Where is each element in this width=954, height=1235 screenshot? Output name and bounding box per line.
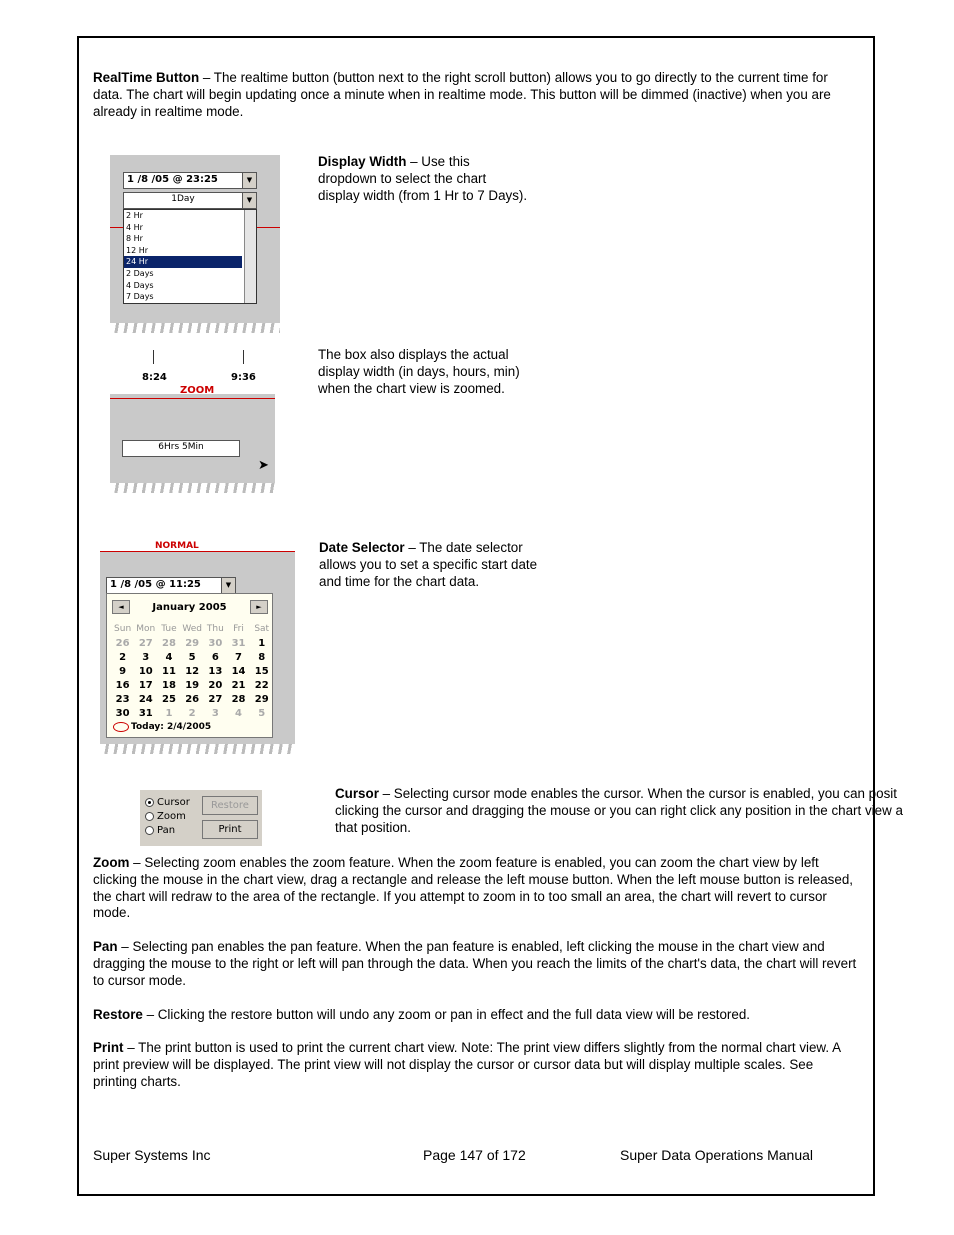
calendar-day[interactable]: 12 [185, 666, 200, 677]
calendar-day[interactable]: 21 [231, 680, 246, 691]
date-selector-value: 1 /8 /05 @ 11:25 [110, 579, 201, 590]
width-option[interactable]: 8 Hr [126, 234, 143, 244]
calendar-day[interactable]: 3 [211, 708, 219, 719]
weekday-label: Mon [136, 624, 156, 634]
torn-edge [110, 323, 280, 333]
print-term: Print [93, 1040, 124, 1055]
calendar-day[interactable]: 22 [254, 680, 269, 691]
print-button[interactable]: Print [202, 820, 258, 839]
calendar-week-row [111, 680, 273, 691]
zoom-term: Zoom [93, 855, 130, 870]
pan-text: – Selecting pan enables the pan feature. When the pan feature is enabled, left clicking the mouse in the chart view and dragging the mouse to the right or left will pan through the data. When you reach the limits of the chart's data, the chart will revert to cursor mode. [93, 939, 857, 988]
dropdown-arrow-icon[interactable]: ▼ [242, 192, 257, 209]
zoom-text: – Selecting zoom enables the zoom feature. When the zoom feature is enabled, you can zoom the chart view by left clicking the mouse in the chart view, drag a rectangle and release the left mouse button. When the left mouse button is released, the chart will redraw to the area of the rectangle. If you attempt to zoom in to too small an area, the chart will revert to cursor mode. [93, 855, 853, 921]
tick-mark [243, 350, 244, 364]
dropdown-arrow-icon[interactable]: ▼ [221, 577, 236, 594]
date-selector-dropdown[interactable] [106, 577, 236, 594]
radio-icon [145, 826, 154, 835]
zoom-radio[interactable] [145, 811, 186, 822]
calendar-day[interactable]: 8 [258, 652, 266, 663]
calendar-day[interactable]: 23 [115, 694, 130, 705]
calendar-day[interactable]: 31 [231, 638, 246, 649]
cursor-controls-screenshot [140, 790, 262, 846]
print-paragraph [93, 1040, 858, 1090]
width-dropdown[interactable] [123, 192, 257, 209]
width-display-value: 6Hrs 5Min [158, 442, 204, 452]
restore-term: Restore [93, 1007, 143, 1022]
cursor-radio[interactable] [145, 797, 190, 808]
restore-text: – Clicking the restore button will undo any zoom or pan in effect and the full data view will be restored. [142, 1007, 751, 1022]
calendar-week-row [111, 694, 273, 705]
calendar-day[interactable]: 15 [254, 666, 269, 677]
realtime-term: RealTime Button [93, 70, 200, 85]
radio-selected-icon [145, 798, 154, 807]
width-dropdown-value: 1Day [171, 194, 195, 204]
zoom-radio-label: Zoom [157, 811, 186, 822]
date-selector-term: Date Selector [319, 540, 405, 555]
calendar-day[interactable]: 11 [162, 666, 176, 677]
calendar-day[interactable]: 30 [208, 638, 223, 649]
calendar-today[interactable] [113, 722, 211, 732]
mouse-pointer-icon: ➤ [258, 458, 269, 473]
width-option[interactable]: 2 Days [126, 268, 154, 278]
calendar-day[interactable]: 5 [258, 708, 266, 719]
calendar-day[interactable]: 10 [138, 666, 153, 677]
calendar-day[interactable]: 7 [235, 652, 243, 663]
footer-manual-title: Super Data Operations Manual [620, 1147, 813, 1163]
width-option[interactable]: 2 Hr [126, 211, 143, 220]
mode-label: ZOOM [180, 385, 215, 396]
width-options-list[interactable] [123, 209, 257, 304]
cursor-paragraph [335, 786, 950, 836]
torn-edge [110, 483, 275, 493]
weekday-label: Wed [182, 624, 202, 634]
pan-radio-label: Pan [157, 825, 176, 836]
calendar-day[interactable]: 18 [162, 680, 176, 691]
width-option[interactable]: 24 Hr [124, 256, 242, 268]
calendar-day[interactable]: 26 [185, 694, 200, 705]
weekday-label: Fri [233, 624, 244, 634]
radio-icon [145, 812, 154, 821]
cursor-radio-label: Cursor [157, 797, 190, 808]
calendar-day[interactable]: 17 [138, 680, 153, 691]
width-option[interactable]: 4 Hr [126, 222, 143, 232]
calendar-day[interactable]: 5 [188, 652, 196, 663]
width-option[interactable]: 7 Days [126, 292, 154, 302]
weekday-label: Sun [114, 624, 132, 634]
restore-paragraph [93, 1007, 858, 1024]
date-dropdown-value: 1 /8 /05 @ 23:25 [127, 174, 218, 185]
calendar-week-row [111, 652, 273, 663]
zoomed-screenshot [110, 348, 275, 493]
realtime-paragraph [93, 70, 858, 120]
cursor-text-line3: that position. [335, 819, 411, 835]
calendar-weekdays [111, 624, 273, 634]
mode-label: NORMAL [155, 541, 199, 551]
zoomed-text: The box also displays the actual display width (in days, hours, min) when the chart view is zoomed. [318, 347, 520, 396]
pan-radio[interactable] [145, 825, 175, 836]
print-text: – The print button is used to print the current chart view. Note: The print view differs slightly from the normal chart view. A print preview will be displayed. The print view will not display the cursor or cursor data but will display multiple scales. See printing charts. [93, 1040, 841, 1089]
footer-page-number: Page 147 of 172 [423, 1147, 526, 1163]
calendar-day[interactable]: 1 [165, 708, 173, 719]
realtime-text: – The realtime button (button next to the right scroll button) allows you to go directly to the current time for data. The chart will begin updating once a minute when in realtime mode. This button will be dimmed (inactive) when you are already in realtime mode. [93, 70, 831, 119]
date-selector-text: – The date selector allows you to set a specific start date and time for the chart data. [319, 540, 538, 589]
pan-term: Pan [93, 939, 118, 954]
calendar-week-row [111, 708, 273, 719]
calendar-day[interactable]: 4 [235, 708, 243, 719]
calendar-day[interactable]: 30 [115, 708, 130, 719]
calendar-day[interactable]: 1 [258, 638, 266, 649]
calendar-day[interactable]: 19 [185, 680, 200, 691]
date-selector-screenshot [100, 542, 295, 754]
today-circle-icon [113, 722, 129, 732]
cursor-text-line2: clicking the cursor and dragging the mouse or you can right click any position in the chart view a [335, 802, 903, 818]
mode-line [110, 398, 275, 399]
width-display-box [122, 440, 240, 457]
calendar-day[interactable]: 3 [142, 652, 150, 663]
calendar-day[interactable]: 27 [208, 694, 223, 705]
calendar-day[interactable]: 6 [211, 652, 219, 663]
cursor-text: – Selecting cursor mode enables the cursor. When the cursor is enabled, you can posit [378, 786, 897, 801]
calendar-day[interactable]: 24 [138, 694, 153, 705]
width-option[interactable]: 4 Days [126, 280, 154, 290]
display-width-term: Display Width [318, 154, 407, 169]
list-scrollbar[interactable] [244, 210, 256, 303]
width-option[interactable]: 12 Hr [126, 245, 149, 255]
calendar-week-row [111, 638, 273, 649]
calendar-day[interactable]: 31 [138, 708, 153, 719]
display-width-text: – Use this dropdown to select the chart display width (from 1 Hr to 7 Days). [318, 154, 528, 203]
calendar-day[interactable]: 9 [119, 666, 127, 677]
calendar-day[interactable]: 28 [162, 638, 176, 649]
today-label: Today: 2/4/2005 [131, 722, 212, 732]
zoomed-paragraph [318, 347, 546, 397]
torn-edge [100, 744, 295, 754]
calendar-day[interactable]: 27 [138, 638, 153, 649]
calendar-day[interactable]: 13 [208, 666, 223, 677]
calendar-month: January 2005 [152, 602, 227, 613]
tick-label-right: 9:36 [231, 372, 256, 383]
next-month-button[interactable]: ► [250, 600, 268, 614]
calendar-day[interactable]: 20 [208, 680, 223, 691]
zoom-paragraph [93, 855, 858, 922]
calendar-day[interactable]: 28 [231, 694, 246, 705]
display-width-screenshot [110, 155, 280, 333]
cursor-term: Cursor [335, 786, 379, 801]
prev-month-button[interactable]: ◄ [112, 600, 130, 614]
restore-button[interactable]: Restore [202, 796, 258, 815]
tick-mark [153, 350, 154, 364]
dropdown-arrow-icon[interactable]: ▼ [242, 172, 257, 189]
mode-line [100, 551, 295, 552]
calendar-day[interactable]: 4 [165, 652, 173, 663]
calendar-popup [106, 593, 273, 738]
weekday-label: Tue [161, 624, 177, 634]
calendar-day[interactable]: 29 [254, 694, 269, 705]
weekday-label: Sat [254, 624, 270, 634]
display-width-paragraph [318, 154, 528, 204]
calendar-day[interactable]: 2 [188, 708, 196, 719]
calendar-week-row [111, 666, 273, 677]
calendar-day[interactable]: 25 [162, 694, 176, 705]
calendar-day[interactable]: 26 [115, 638, 130, 649]
calendar-day[interactable]: 29 [185, 638, 200, 649]
calendar-day[interactable]: 2 [119, 652, 127, 663]
pan-paragraph [93, 939, 858, 989]
calendar-day[interactable]: 14 [231, 666, 246, 677]
footer-company: Super Systems Inc [93, 1147, 211, 1163]
weekday-label: Thu [206, 624, 224, 634]
date-selector-paragraph [319, 540, 549, 590]
calendar-day[interactable]: 16 [115, 680, 130, 691]
tick-label-left: 8:24 [142, 372, 167, 383]
date-dropdown[interactable] [123, 172, 257, 189]
